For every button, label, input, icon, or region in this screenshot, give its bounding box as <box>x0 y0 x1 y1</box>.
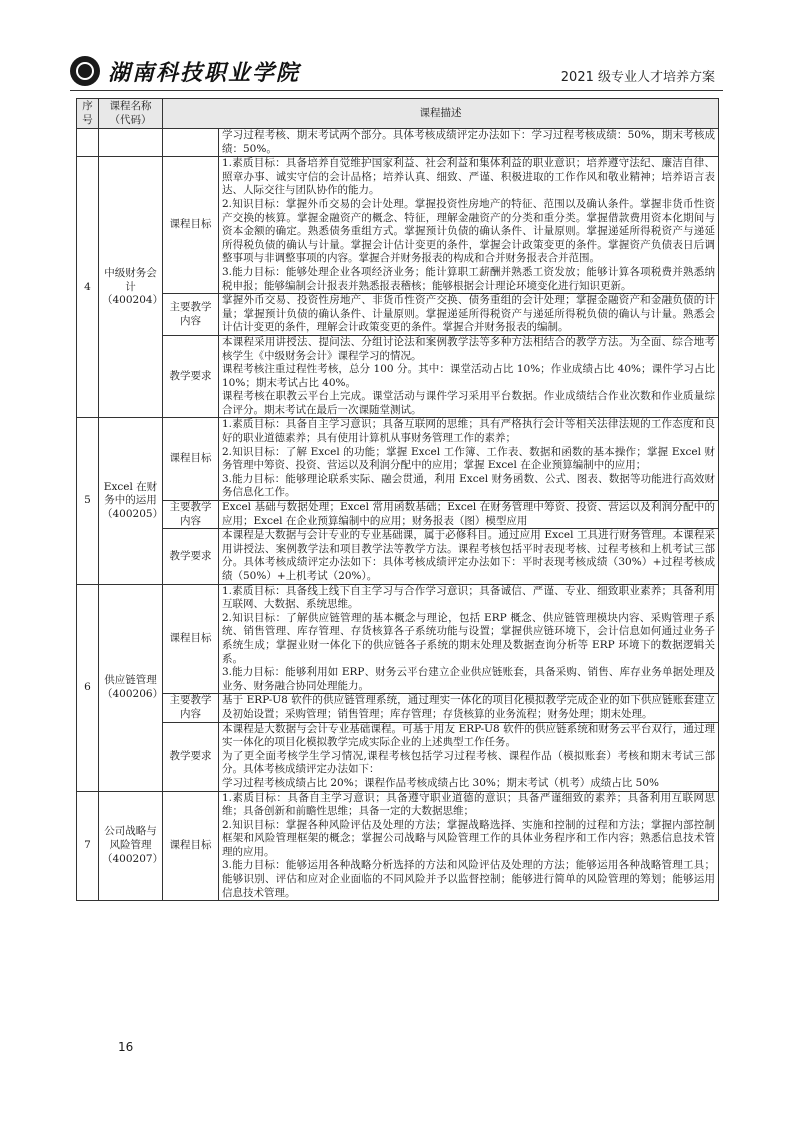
desc-line: 基于 ERP-U8 软件的供应链管理系统，通过理实一体化的项目化模拟教学完成企业的如下供应链账套建立及初始设置；采购管理；销售管理；库存管理；存货核算的业务流程；财务处理；期末处理。 <box>222 694 715 720</box>
desc-line: 学习过程考核成绩占比 20%；课程作品考核成绩占比 30%；期末考试（机考）成绩占比 50% <box>222 776 660 789</box>
course-number: 4 <box>77 157 99 418</box>
desc-line: 本课程是大数据与会计专业基础课程。可基于用友 ERP-U8 软件的供应链系统和财务云平台双行，通过理实一体化的项目化模拟教学完成实际企业的上述典型工作任务。 <box>222 722 715 749</box>
desc-line: 3.能力目标：能够处理企业各项经济业务；能计算职工薪酬并熟悉工资发放；能够计算各项税费并熟悉纳税申报；能够编制会计报表并熟悉报表稽核；能够根据会计理论环境变化进行知识更新。 <box>222 265 715 292</box>
desc-line: 2.知识目标：了解供应链管理的基本概念与理论，包括 ERP 概念、供应链管理模块内容、采购管理子系统、销售管理、库存管理、存货核算各子系统功能与设置；掌握供应链环境下，会计信息如何通过业务子系统生成；掌握业财一体化下的供应链各子系统的期末处理及数据查询分析等 ERP 环境下的数据逻辑关系。 <box>222 611 715 665</box>
course-number: 6 <box>77 584 99 791</box>
continuation-row <box>77 129 719 157</box>
course-table <box>76 98 719 901</box>
desc-line: 1.素质目标：具备自主学习意识；具备互联网的思维；具有严格执行会计等相关法律法规的工作态度和良好的职业道德素养；具有使用计算机从事财务管理工作的素养； <box>222 418 715 445</box>
course-number: 7 <box>77 791 99 901</box>
school-emblem-icon <box>70 56 100 86</box>
section-description <box>219 584 719 694</box>
table-row <box>77 157 719 294</box>
header-name: 课程名称（代码） <box>99 99 163 129</box>
course-name: 供应链管理（400206） <box>99 584 163 791</box>
section-description <box>219 694 719 722</box>
table-row <box>77 584 719 694</box>
desc-line: 掌握外币交易、投资性房地产、非货币性资产交换、债务重组的会计处理；掌握金融资产和金融负债的计量；掌握预计负债的确认条件、计量原则。掌握递延所得税资产与递延所得税负债的确认与计量。熟悉会计估计变更的条件，理解会计政策变更的条件。掌握合并财务报表的编制。 <box>222 294 715 334</box>
desc-line: Excel 基础与数据处理；Excel 常用函数基础；Excel 在财务管理中筹资、投资、营运以及利润分配中的应用；Excel 在企业预算编制中的应用；财务报表（图）模型应用 <box>222 501 715 527</box>
table-row <box>77 294 719 336</box>
desc-line: 2.知识目标：掌握各种风险评估及处理的方法；掌握战略选择、实施和控制的过程和方法；掌握内部控制框架和风险管理框架的概念；掌握公司战略与风险管理工作的具体业务程序和工作内容；熟悉信息技术管理的应用。 <box>222 818 715 858</box>
section-category: 课程目标 <box>163 157 219 294</box>
header-desc: 课程描述 <box>163 99 719 129</box>
desc-line: 课程考核注重过程性考核，总分 100 分。其中：课堂活动占比 10%；作业成绩占比 40%；课件学习占比 10%；期末考试占比 40%。 <box>222 363 715 389</box>
section-category: 课程目标 <box>163 418 219 501</box>
table-row <box>77 694 719 722</box>
table-row <box>77 722 719 791</box>
desc-line: 2.知识目标：掌握外币交易的会计处理。掌握投资性房地产的特征、范围以及确认条件。掌握非货币性资产交换的核算。掌握金融资产的概念、特征，理解金融资产的分类和重分类。掌握借款费用资本化期间与资本金额的确定。熟悉债务重组方式。掌握预计负债的确认条件、计量原则。掌握递延所得税资产与递延所得税负债的确认与计量。掌握会计估计变更的条件，掌握会计政策变更的条件。掌握资产负债表日后调整事项与非调整事项的内容。掌握合并财务报表的构成和合并财务报表合并范围。 <box>222 197 715 265</box>
course-number: 5 <box>77 418 99 584</box>
table-body <box>77 129 719 901</box>
school-logo-group <box>70 52 300 90</box>
section-description <box>219 335 719 418</box>
desc-line: 1.素质目标：具备线上线下自主学习与合作学习意识；具备诚信、严谨、专业、细致职业素养；具备利用互联网、大数据、系统思维。 <box>222 584 715 611</box>
table-row <box>77 529 719 584</box>
desc-line: 3.能力目标：能够运用各种战略分析选择的方法和风险评估及处理的方法；能够运用各种战略管理工具；能够识别、评估和应对企业面临的不同风险并予以监督控制；能够进行简单的风险管理的筹划；能够运用信息技术管理。 <box>222 859 715 899</box>
table-row <box>77 501 719 529</box>
section-category: 主要教学内容 <box>163 694 219 722</box>
table-row <box>77 791 719 901</box>
page-number: 16 <box>118 1040 134 1054</box>
table-header-row <box>77 99 719 129</box>
section-description <box>219 418 719 501</box>
section-category: 教学要求 <box>163 722 219 791</box>
continuation-desc <box>219 129 719 157</box>
section-category: 主要教学内容 <box>163 294 219 336</box>
section-category: 主要教学内容 <box>163 501 219 529</box>
page-header <box>70 52 723 90</box>
table-row <box>77 418 719 501</box>
header-no: 序号 <box>77 99 99 129</box>
desc-line: 2.知识目标：了解 Excel 的功能；掌握 Excel 工作簿、工作表、数据和函数的基本操作；掌握 Excel 财务管理中筹资、投资、营运以及利润分配中的应用；掌握 Excel 在企业预算编制中的应用； <box>222 445 715 472</box>
table-row <box>77 335 719 418</box>
section-description <box>219 791 719 901</box>
section-category: 课程目标 <box>163 791 219 901</box>
desc-line: 3.能力目标：能够利用如 ERP、财务云平台建立企业供应链账套，具备采购、销售、库存业务单据处理及业务、财务融合协同处理能力。 <box>222 666 715 692</box>
section-category: 教学要求 <box>163 529 219 584</box>
desc-line: 学习过程考核、期末考试两个部分。具体考核成绩评定办法如下：学习过程考核成绩：50%，期末考核成绩：50%。 <box>222 129 715 155</box>
desc-line: 3.能力目标：能够理论联系实际、融会贯通，利用 Excel 财务函数、公式、图表、数据等功能进行高效财务信息化工作。 <box>222 472 715 499</box>
desc-line: 为了更全面考核学生学习情况,课程考核包括学习过程考核、课程作品（模拟账套）考核和期末考试三部分。具体考核成绩评定办法如下： <box>222 749 715 776</box>
desc-line: 课程考核在职教云平台上完成。课堂活动与课件学习采用平台数据。作业成绩结合作业次数和作业质量综合评分。期末考试在最后一次课随堂测试。 <box>222 390 715 416</box>
desc-line: 本课程是大数据与会计专业的专业基础课，属于必修科目。通过应用 Excel 工具进行财务管理。本课程采用讲授法、案例教学法和项目教学法等教学方法。课程考核包括平时表现考核、过程考核和上机考试三部分。具体考核成绩评定办法如下：具体考核成绩评定办法如下：平时表现考核成绩（30%）+过程考核成绩（50%）+上机考试（20%）。 <box>222 529 715 582</box>
desc-line: 本课程采用讲授法、提问法、分组讨论法和案例教学法等多种方法相结合的教学方法。为全面、综合地考核学生《中级财务会计》课程学习的情况。 <box>222 335 715 362</box>
section-description <box>219 722 719 791</box>
plan-title: 2021 级专业人才培养方案 <box>560 70 715 85</box>
header-divider <box>70 90 723 91</box>
course-name: Excel 在财务中的运用（400205） <box>99 418 163 584</box>
section-description <box>219 157 719 294</box>
section-description <box>219 294 719 336</box>
desc-line: 1.素质目标：具备培养自觉维护国家利益、社会利益和集体利益的职业意识；培养遵守法纪、廉洁自律、照章办事、诚实守信的会计品格；培养认真、细致、严谨、积极进取的工作作风和敬业精神；培养语言表达、人际交往与团队协作的能力。 <box>222 157 715 197</box>
section-category: 教学要求 <box>163 335 219 418</box>
course-name: 中级财务会计（400204） <box>99 157 163 418</box>
course-name: 公司战略与风险管理（400207） <box>99 791 163 901</box>
section-category: 课程目标 <box>163 584 219 694</box>
section-description <box>219 529 719 584</box>
school-name: 湖南科技职业学院 <box>108 59 301 86</box>
desc-line: 1.素质目标：具备自主学习意识；具备遵守职业道德的意识；具备严谨细致的素养；具备利用互联网思维；具备创新和前瞻性思维；具备一定的大数据思维； <box>222 791 715 818</box>
section-description <box>219 501 719 529</box>
